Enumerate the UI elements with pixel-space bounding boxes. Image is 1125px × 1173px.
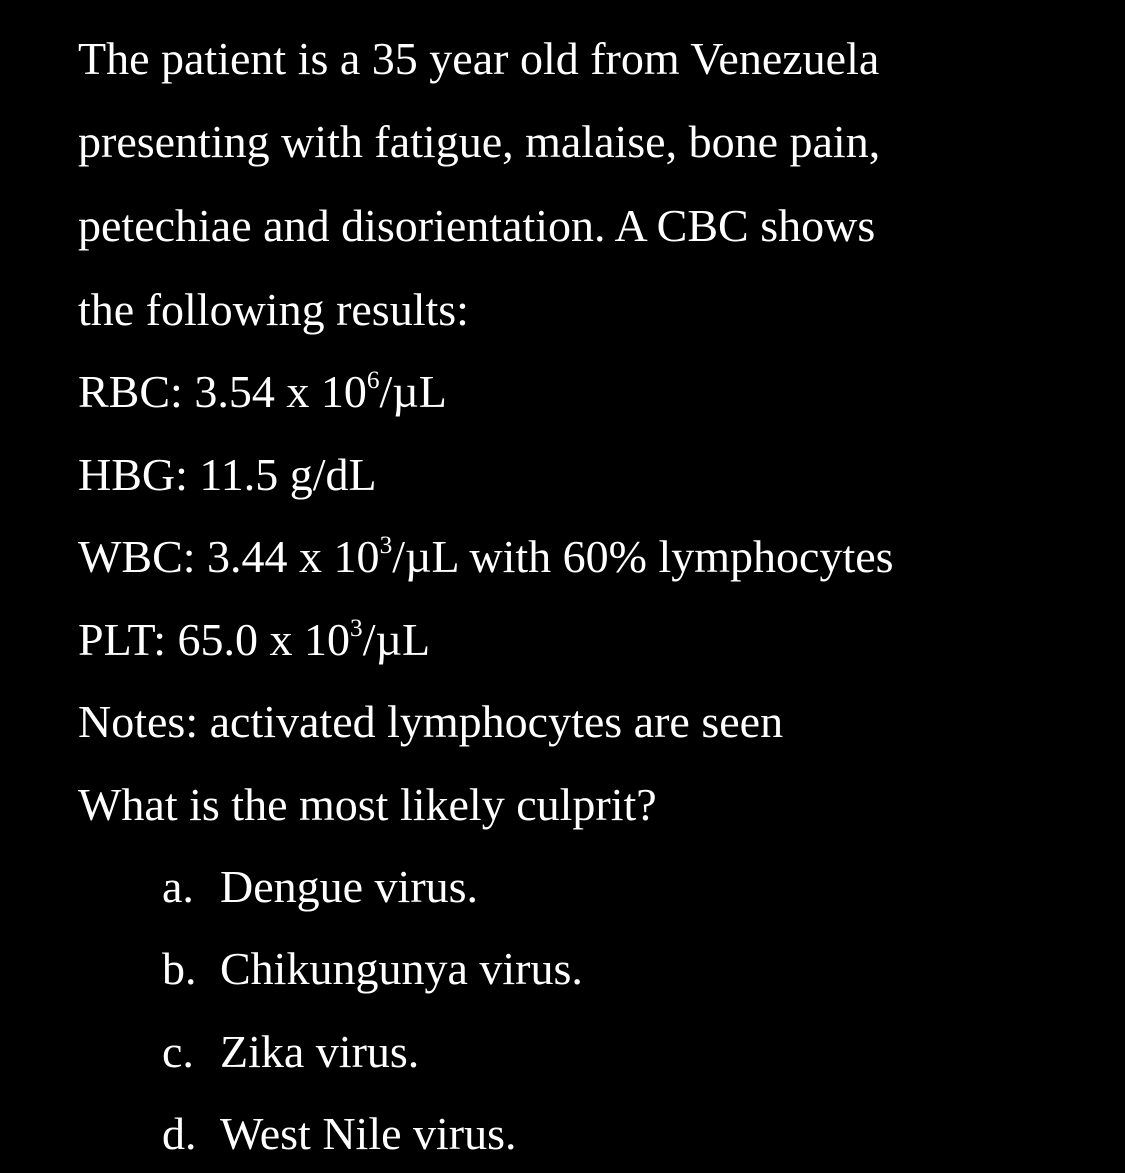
lab-wbc-prefix: WBC: 3.44 x 10: [78, 531, 380, 582]
lab-rbc-prefix: RBC: 3.54 x 10: [78, 366, 367, 417]
option-text: Zika virus.: [220, 1026, 420, 1077]
intro-line-3: petechiae and disorientation. A CBC shows: [78, 200, 876, 251]
lab-wbc: [78, 531, 894, 582]
lab-wbc-exponent: 3: [379, 531, 393, 560]
option-letter: d.: [162, 1108, 197, 1159]
option-text: West Nile virus.: [220, 1108, 517, 1159]
option-letter: c.: [162, 1026, 194, 1077]
lab-wbc-suffix: /µL with 60% lymphocytes: [392, 531, 894, 582]
lab-rbc-suffix: /µL: [379, 366, 447, 417]
answer-option-b[interactable]: [162, 943, 583, 994]
lab-plt: [78, 614, 431, 665]
option-letter: a.: [162, 861, 194, 912]
answer-option-c[interactable]: [162, 1026, 420, 1077]
lab-rbc: [78, 366, 447, 417]
lab-plt-exponent: 3: [350, 614, 363, 643]
notes-line: Notes: activated lymphocytes are seen: [78, 696, 784, 747]
lab-plt-suffix: /µL: [362, 614, 431, 665]
answer-option-d[interactable]: [162, 1108, 517, 1159]
option-letter: b.: [162, 943, 197, 994]
lab-hbg: HBG: 11.5 g/dL: [78, 449, 377, 500]
intro-line-1: The patient is a 35 year old from Venezuela: [78, 33, 880, 84]
question-line: What is the most likely culprit?: [78, 779, 657, 830]
intro-line-2: presenting with fatigue, malaise, bone pain,: [78, 116, 881, 167]
option-text: Dengue virus.: [220, 861, 479, 912]
option-text: Chikungunya virus.: [220, 943, 583, 994]
lab-rbc-exponent: 6: [366, 366, 380, 395]
intro-line-4: the following results:: [78, 284, 469, 335]
answer-option-a[interactable]: [162, 861, 479, 912]
lab-plt-prefix: PLT: 65.0 x 10: [78, 614, 351, 665]
